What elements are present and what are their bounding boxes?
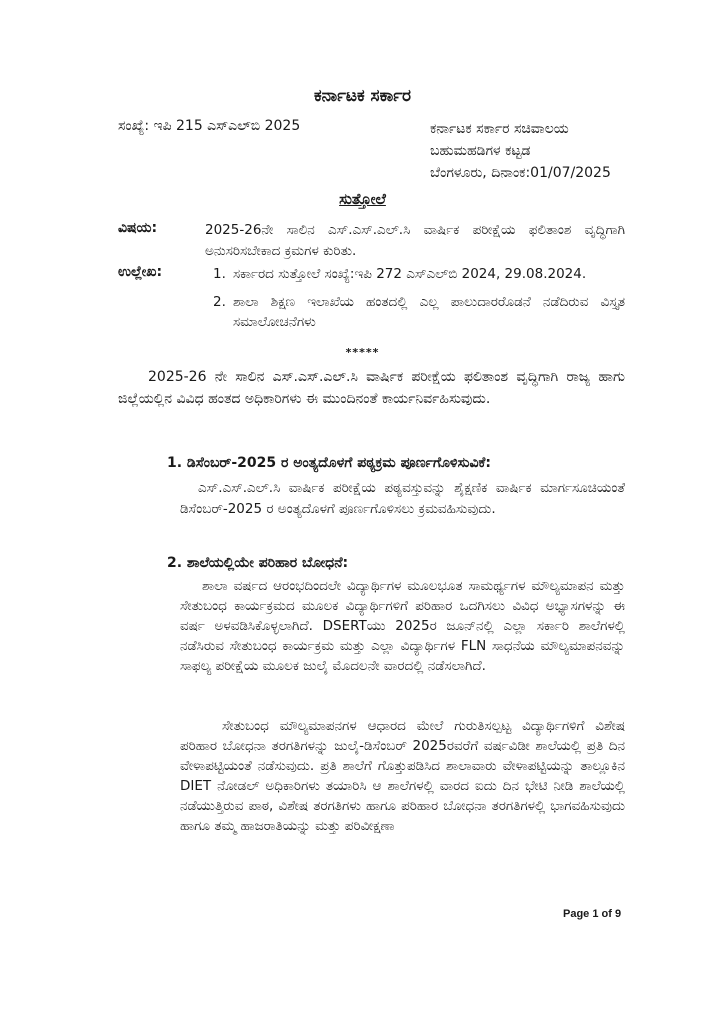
sender-address	[430, 118, 611, 184]
reference-list	[213, 264, 625, 340]
section-heading: 1. ಡಿಸೆಂಬರ್-2025 ರ ಅಂತ್ಯದೊಳಗೆ ಪಠ್ಯಕ್ರಮ ಪೂರ್ಣಗೊಳಿಸುವಿಕೆ:	[167, 455, 491, 471]
section-paragraph: ಸೇತುಬಂಧ ಮೌಲ್ಯಮಾಪನಗಳ ಆಧಾರದ ಮೇಲೆ ಗುರುತಿಸಲ್ಪಟ್ಟ ವಿದ್ಯಾರ್ಥಿಗಳಿಗೆ ವಿಶೇಷ ಪರಿಹಾರ ಬೋಧನಾ ತರಗತಿಗಳನ್ನು ಜುಲೈ-ಡಿಸೆಂಬರ್ 2025ರವರೆಗೆ ವರ್ಷವಿಡೀ ಶಾಲೆಯಲ್ಲಿ ಪ್ರತಿ ದಿನ ವೇಳಾಪಟ್ಟಿಯಂತೆ ನಡೆಸುವುದು. ಪ್ರತಿ ಶಾಲೆಗೆ ಗೊತ್ತುಪಡಿಸಿದ ಶಾಲಾವಾರು ವೇಳಾಪಟ್ಟಿಯನ್ನು ತಾಲ್ಲೂಕಿನ DIET ನೋಡಲ್ ಅಧಿಕಾರಿಗಳು ತಯಾರಿಸಿ ಆ ಶಾಲೆಗಳಲ್ಲಿ ವಾರದ ಐದು ದಿನ ಭೇಟಿ ನೀಡಿ ಶಾಲೆಯಲ್ಲಿ ನಡೆಯುತ್ತಿರುವ ಪಾಠ, ವಿಶೇಷ ತರಗತಿಗಳು ಹಾಗೂ ಪರಿಹಾರ ಬೋಧನಾ ತರಗತಿಗಳಲ್ಲಿ ಭಾಗವಹಿಸುವುದು ಹಾಗೂ ತಮ್ಮ ಹಾಜರಾತಿಯನ್ನು ಮತ್ತು ಪರಿವೀಕ್ಷಣಾ	[180, 718, 625, 834]
intro-paragraph: 2025-26 ನೇ ಸಾಲಿನ ಎಸ್.ಎಸ್.ಎಲ್.ಸಿ ವಾರ್ಷಿಕ ಪರೀಕ್ಷೆಯ ಫಲಿತಾಂಶ ವೃದ್ಧಿಗಾಗಿ ರಾಜ್ಯ ಹಾಗು ಜಿಲ್ಲೆಯಲ್ಲಿನ ವಿವಿಧ ಹಂತದ ಅಧಿಕಾರಿಗಳು ಈ ಮುಂದಿನಂತೆ ಕಾರ್ಯನಿರ್ವಹಿಸುವುದು.	[118, 369, 625, 407]
reference-item	[213, 264, 625, 284]
reference-item-text: ಶಾಲಾ ಶಿಕ್ಷಣ ಇಲಾಖೆಯ ಹಂತದಲ್ಲಿ ಎಲ್ಲ ಪಾಲುದಾರರೊಡನೆ ನಡೆದಿರುವ ವಿಸ್ತೃತ ಸಮಾಲೋಚನೆಗಳು	[233, 294, 625, 330]
separator: *****	[345, 346, 380, 359]
sender-line: ಕರ್ನಾಟಕ ಸರ್ಕಾರ ಸಚಿವಾಲಯ	[430, 121, 569, 137]
reference-item-number: 1.	[213, 266, 226, 282]
sender-date-line: ಬೆಂಗಳೂರು, ದಿನಾಂಕ:01/07/2025	[430, 165, 611, 181]
document-type-text: ಸುತ್ತೋಲೆ	[339, 190, 386, 208]
subject-label: ವಿಷಯ:	[118, 220, 158, 236]
page-number: Page 1 of 9	[563, 908, 622, 920]
section-paragraph: ಶಾಲಾ ವರ್ಷದ ಆರಂಭದಿಂದಲೇ ವಿದ್ಯಾರ್ಥಿಗಳ ಮೂಲಭೂತ ಸಾಮರ್ಥ್ಯಗಳ ಮೌಲ್ಯಮಾಪನ ಮತ್ತು ಸೇತುಬಂಧ ಕಾರ್ಯಕ್ರಮದ ಮೂಲಕ ವಿದ್ಯಾರ್ಥಿಗಳಿಗೆ ಪರಿಹಾರ ಒದಗಿಸಲು ವಿವಿಧ ಅಭ್ಯಾಸಗಳನ್ನು ಈ ವರ್ಷ ಅಳವಡಿಸಿಕೊಳ್ಳಲಾಗಿದೆ. DSERTಯು 2025ರ ಜೂನ್‌ನಲ್ಲಿ ಎಲ್ಲಾ ಸರ್ಕಾರಿ ಶಾಲೆಗಳಲ್ಲಿ ನಡೆಸಿರುವ ಸೇತುಬಂಧ ಕಾರ್ಯಕ್ರಮ ಮತ್ತು ಎಲ್ಲಾ ವಿದ್ಯಾರ್ಥಿಗಳ FLN ಸಾಧನೆಯ ಮೌಲ್ಯಮಾಪನವನ್ನು ಸಾಫಲ್ಯ ಪರೀಕ್ಷೆಯ ಮೂಲಕ ಜುಲೈ ಮೊದಲನೇ ವಾರದಲ್ಲಿ ನಡೆಸಲಾಗಿದೆ.	[180, 578, 625, 674]
document-type-heading	[0, 190, 725, 208]
subject-text: 2025-26ನೇ ಸಾಲಿನ ಎಸ್.ಎಸ್.ಎಲ್.ಸಿ ವಾರ್ಷಿಕ ಪರೀಕ್ಷೆಯ ಫಲಿತಾಂಶ ವೃದ್ಧಿಗಾಗಿ ಅನುಸರಿಸಬೇಕಾದ ಕ್ರಮಗಳ ಕುರಿತು.	[205, 222, 625, 259]
reference-item	[213, 292, 625, 332]
government-title: ಕರ್ನಾಟಕ ಸರ್ಕಾರ	[313, 86, 412, 106]
reference-label: ಉಲ್ಲೇಖ:	[118, 264, 163, 280]
sender-line: ಬಹುಮಹಡಿಗಳ ಕಟ್ಟಡ	[430, 143, 531, 159]
section-heading: 2. ಶಾಲೆಯಲ್ಲಿಯೇ ಪರಿಹಾರ ಬೋಧನೆ:	[167, 555, 349, 571]
section-paragraph: ಎಸ್.ಎಸ್.ಎಲ್.ಸಿ ವಾರ್ಷಿಕ ಪರೀಕ್ಷೆಯ ಪಠ್ಯವಸ್ತುವನ್ನು ಶೈಕ್ಷಣಿಕ ವಾರ್ಷಿಕ ಮಾರ್ಗಸೂಚಿಯಂತೆ ಡಿಸೆಂಬರ್-2025 ರ ಅಂತ್ಯದೊಳಗೆ ಪೂರ್ಣಗೊಳಿಸಲು ಕ್ರಮವಹಿಸುವುದು.	[180, 480, 625, 517]
reference-item-number: 2.	[213, 294, 226, 310]
reference-item-text: ಸರ್ಕಾರದ ಸುತ್ತೋಲೆ ಸಂಖ್ಯೆ:ಇಪಿ 272 ಎಸ್‌ಎಲ್‌ಬಿ 2024, 29.08.2024.	[233, 266, 587, 282]
reference-number: ಸಂಖ್ಯೆ: ಇಪಿ 215 ಎಸ್‌ಎಲ್‌ಬಿ 2025	[118, 118, 301, 134]
